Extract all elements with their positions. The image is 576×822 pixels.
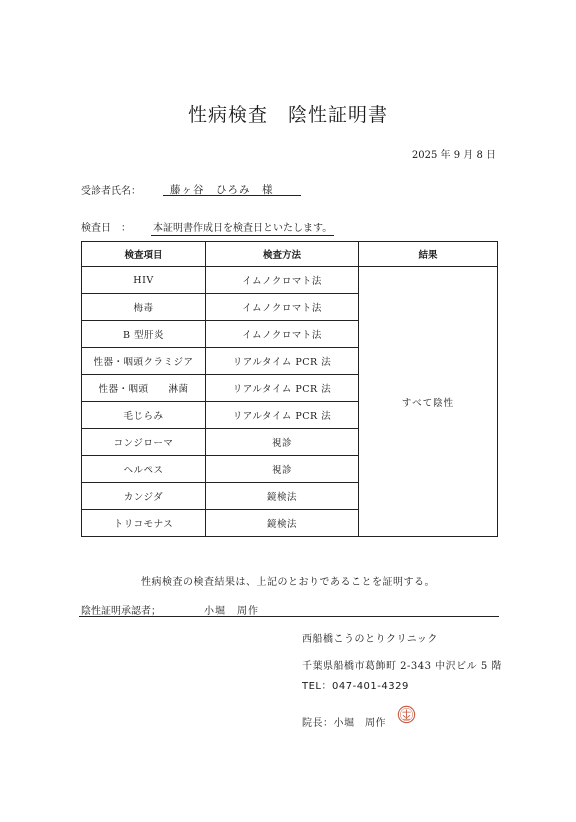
table-header-row: [82, 242, 498, 267]
approver-label: 陰性証明承認者；: [81, 606, 161, 617]
header-item: 検査項目: [82, 242, 206, 267]
clinic-name: 西船橋こうのとりクリニック: [302, 634, 438, 645]
test-method: リアルタイム PCR 法: [206, 375, 359, 402]
test-item: コンジローマ: [82, 429, 206, 456]
test-method: イムノクロマト法: [206, 267, 359, 294]
test-method: 視診: [206, 429, 359, 456]
test-item: 性器・咽頭クラミジア: [82, 348, 206, 375]
exam-date-label: 検査日 ：: [81, 223, 131, 234]
test-method: 鏡検法: [206, 483, 359, 510]
document-title: 性病検査 陰性証明書: [187, 104, 388, 126]
patient-name: 藤ヶ谷 ひろみ 様: [170, 184, 274, 196]
clinic-phone: TEL：047-401-4329: [302, 681, 409, 692]
test-item: HIV: [82, 267, 206, 294]
test-item: 毛じらみ: [82, 402, 206, 429]
test-item: 梅毒: [82, 294, 206, 321]
approver-divider: [79, 616, 499, 617]
exam-date-value: 本証明書作成日を検査日といたします。: [151, 219, 334, 236]
table-row: [82, 267, 498, 294]
clinic-address: 千葉県船橋市葛飾町 2-343 中沢ビル 5 階: [302, 661, 502, 672]
issue-date: 2025 年 9 月 8 日: [411, 150, 496, 161]
seal-glyph: [403, 710, 411, 720]
clinic-director: 院長：小堀 周作: [302, 718, 386, 729]
test-method: 鏡検法: [206, 510, 359, 537]
test-method: リアルタイム PCR 法: [206, 348, 359, 375]
test-method: リアルタイム PCR 法: [206, 402, 359, 429]
header-result: 結果: [359, 242, 498, 267]
approver-name: 小堀 周作: [204, 606, 259, 617]
patient-name-label: 受診者氏名：: [81, 186, 141, 197]
test-method: イムノクロマト法: [206, 294, 359, 321]
test-item: B 型肝炎: [82, 321, 206, 348]
header-method: 検査方法: [206, 242, 359, 267]
test-method: イムノクロマト法: [206, 321, 359, 348]
test-item: ヘルペス: [82, 456, 206, 483]
results-table: [81, 241, 498, 537]
test-item: トリコモナス: [82, 510, 206, 537]
certification-statement: 性病検査の検査結果は、上記のとおりであることを証明する。: [141, 577, 435, 588]
test-item: カンジダ: [82, 483, 206, 510]
clinic-seal-stamp: [397, 705, 416, 724]
test-method: 視診: [206, 456, 359, 483]
test-item: 性器・咽頭 淋菌: [82, 375, 206, 402]
result-all-negative: すべて陰性: [359, 267, 498, 537]
